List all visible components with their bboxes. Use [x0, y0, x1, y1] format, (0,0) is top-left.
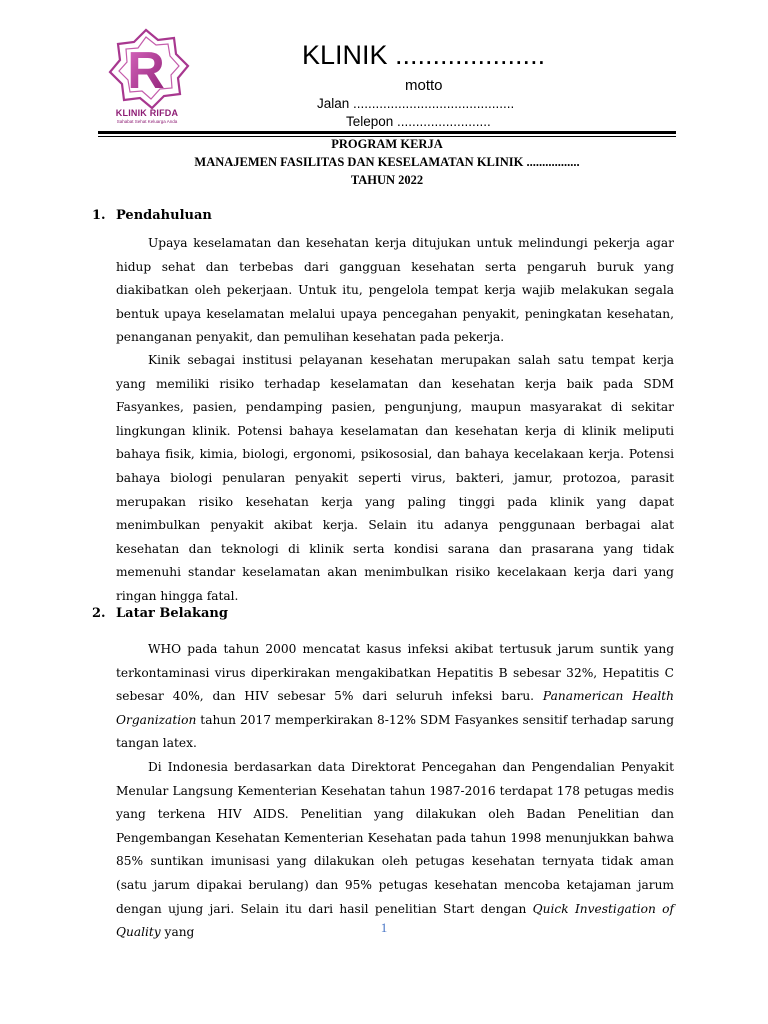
- paragraph: [116, 638, 674, 756]
- paragraph-text: Di Indonesia berdasarkan data Direktorat Pencegahan dan Pengendalian Penyakit Menular Langsung Kementerian Kesehatan tahun 1987-2016 terdapat 178 petugas medis yang terkena HIV AIDS. Penelitian yang dilakukan oleh Badan Penelitian dan Pengembangan Kesehatan Kementerian Kesehatan pada tahun 1998 menunjukkan bahwa 85% suntikan imunisasi yang dilakukan oleh petugas kesehatan ternyata tidak aman (satu jarum dipakai berulang) dan 95% petugas kesehatan mencoba ketajaman jarum dengan ujung jari. Selain itu dari hasil penelitian Start dengan: [116, 760, 674, 916]
- paragraph: [116, 756, 674, 945]
- section-title: Pendahuluan: [116, 208, 212, 223]
- paragraph-text: yang: [160, 925, 195, 940]
- logo-emblem-icon: [100, 28, 192, 112]
- section-title: Latar Belakang: [116, 606, 228, 621]
- svg-text:R: R: [127, 42, 165, 100]
- clinic-address: Jalan ...........................................: [317, 96, 515, 111]
- letterhead-divider: [98, 131, 676, 134]
- clinic-logo: [100, 28, 192, 128]
- logo-brand-name: KLINIK RIFDA: [115, 108, 179, 118]
- section-number: 1.: [92, 208, 106, 223]
- section-heading: [92, 208, 212, 223]
- paragraph-italic: Panamerican Health Organization: [116, 689, 675, 727]
- section-heading: [92, 606, 228, 621]
- clinic-phone: Telepon .........................: [346, 114, 491, 129]
- doc-year: TAHUN 2022: [350, 173, 424, 187]
- paragraph-text: WHO pada tahun 2000 mencatat kasus infeksi akibat tertusuk jarum suntik yang terkontaminasi virus diperkirakan mengakibatkan Hepatitis B sebesar 32%, Hepatitis C sebesar 40%, dan HIV sebesar 5% dari seluruh infeksi baru.: [116, 642, 674, 704]
- clinic-name: KLINIK ....................: [302, 40, 546, 70]
- section-number: 2.: [92, 606, 106, 621]
- doc-title: PROGRAM KERJA: [331, 137, 443, 151]
- paragraph: Kinik sebagai institusi pelayanan kesehatan merupakan salah satu tempat kerja yang memiliki risiko terhadap keselamatan dan kesehatan kerja baik pada SDM Fasyankes, pasien, pendamping pasien, pengunjung, maupun masyarakat di sekitar lingkungan klinik. Potensi bahaya keselamatan dan kesehatan kerja di klinik meliputi bahaya fisik, kimia, biologi, ergonomi, psikososial, dan bahaya kecelakaan kerja. Potensi bahaya biologi penularan penyakit seperti virus, bakteri, jamur, protozoa, parasit merupakan risiko kesehatan kerja yang paling tinggi pada klinik yang dapat menimbulkan penyakit akibat kerja. Selain itu adanya penggunaan berbagai alat kesehatan dan teknologi di klinik serta kondisi sarana dan prasarana yang tidak memenuhi standar keselamatan akan menimbulkan risiko kecelakaan kerja dari yang ringan hingga fatal.: [116, 353, 674, 603]
- paragraph-text: tahun 2017 memperkirakan 8-12% SDM Fasyankes sensitif terhadap sarung tangan latex.: [116, 712, 674, 751]
- logo-tagline: Sahabat Sehat Keluarga Anda: [116, 119, 178, 124]
- page-number: 1: [380, 920, 388, 935]
- paragraph: Upaya keselamatan dan kesehatan kerja ditujukan untuk melindungi pekerja agar hidup sehat dan terbebas dari gangguan kesehatan serta pengaruh buruk yang diakibatkan oleh pekerjaan. Untuk itu, pengelola tempat kerja wajib melakukan segala bentuk upaya keselamatan melalui upaya pencegahan penyakit, peningkatan kesehatan, penanganan penyakit, dan pemulihan kesehatan pada pekerja.: [116, 236, 674, 345]
- paragraph-italic: Quick Investigation of Quality: [116, 901, 674, 940]
- doc-subtitle: MANAJEMEN FASILITAS DAN KESELAMATAN KLINIK .................: [194, 155, 580, 169]
- clinic-motto: motto: [405, 77, 443, 94]
